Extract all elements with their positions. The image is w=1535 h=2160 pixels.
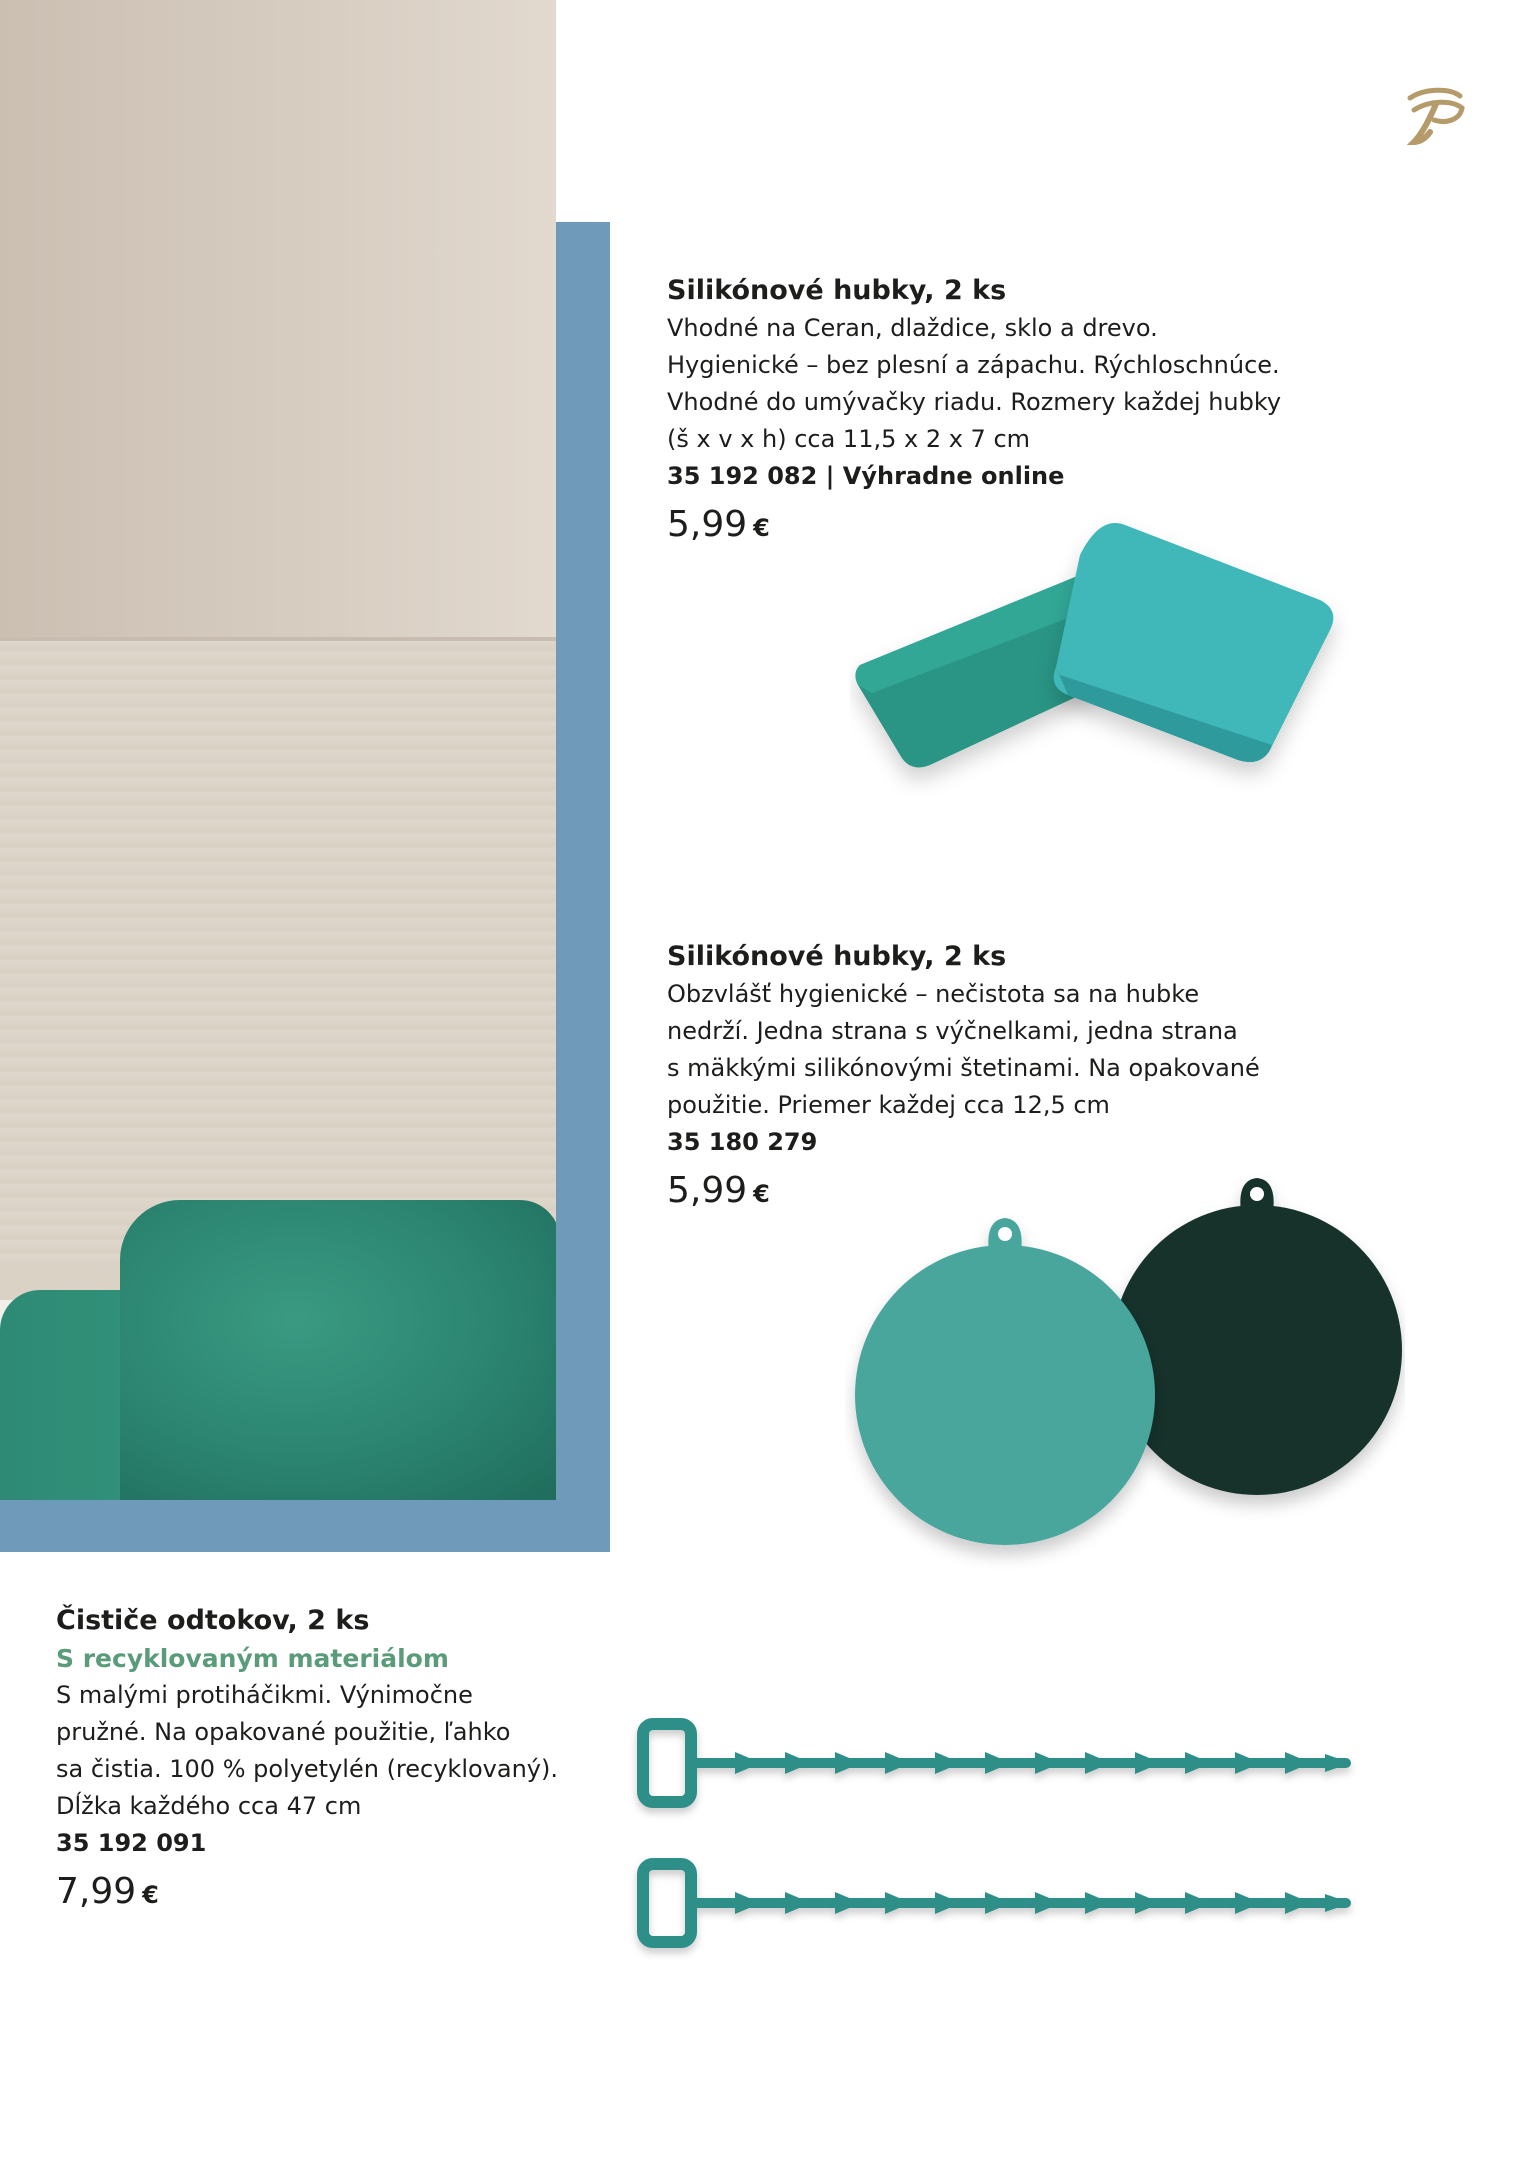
product-code: 35 192 091	[56, 1829, 207, 1857]
product-subtitle: S recyklovaným materiálom	[56, 1644, 449, 1673]
sponges-image	[850, 515, 1350, 805]
product-description: S malými protiháčikmi. Výnimočne pružné. Na opakované použitie, ľahko sa čistia. 100 % polyetylén (recyklovaný). Dĺžka každého cca 47 cm	[56, 1681, 558, 1820]
product-title: Čističe odtokov, 2 ks	[56, 1605, 370, 1636]
product-title: Silikónové hubky, 2 ks	[667, 275, 1007, 306]
round-scrubbers-image	[845, 1150, 1405, 1570]
product-price: 5,99 €	[667, 504, 770, 545]
product-sponges	[667, 272, 1327, 550]
product-price: 7,99 €	[56, 1871, 159, 1912]
tchibo-logo-icon	[1400, 80, 1470, 150]
product-drain-cleaners	[56, 1602, 576, 1917]
drain-cleaners-image	[625, 1700, 1425, 1960]
kitchen-photo	[0, 0, 556, 1500]
product-code: 35 192 082 | Výhradne online	[667, 462, 1065, 490]
product-price: 5,99 €	[667, 1170, 770, 1211]
product-title: Silikónové hubky, 2 ks	[667, 941, 1007, 972]
product-description: Obzvlášť hygienické – nečistota sa na hubke nedrží. Jedna strana s výčnelkami, jedna strana s mäkkými silikónovými štetinami. Na opakované použitie. Priemer každej cca 12,5 cm	[667, 980, 1260, 1119]
product-code: 35 180 279	[667, 1128, 818, 1156]
product-description: Vhodné na Ceran, dlaždice, sklo a drevo. Hygienické – bez plesní a zápachu. Rýchloschnúce. Vhodné do umývačky riadu. Rozmery každej hubky (š x v x h) cca 11,5 x 2 x 7 cm	[667, 314, 1282, 453]
